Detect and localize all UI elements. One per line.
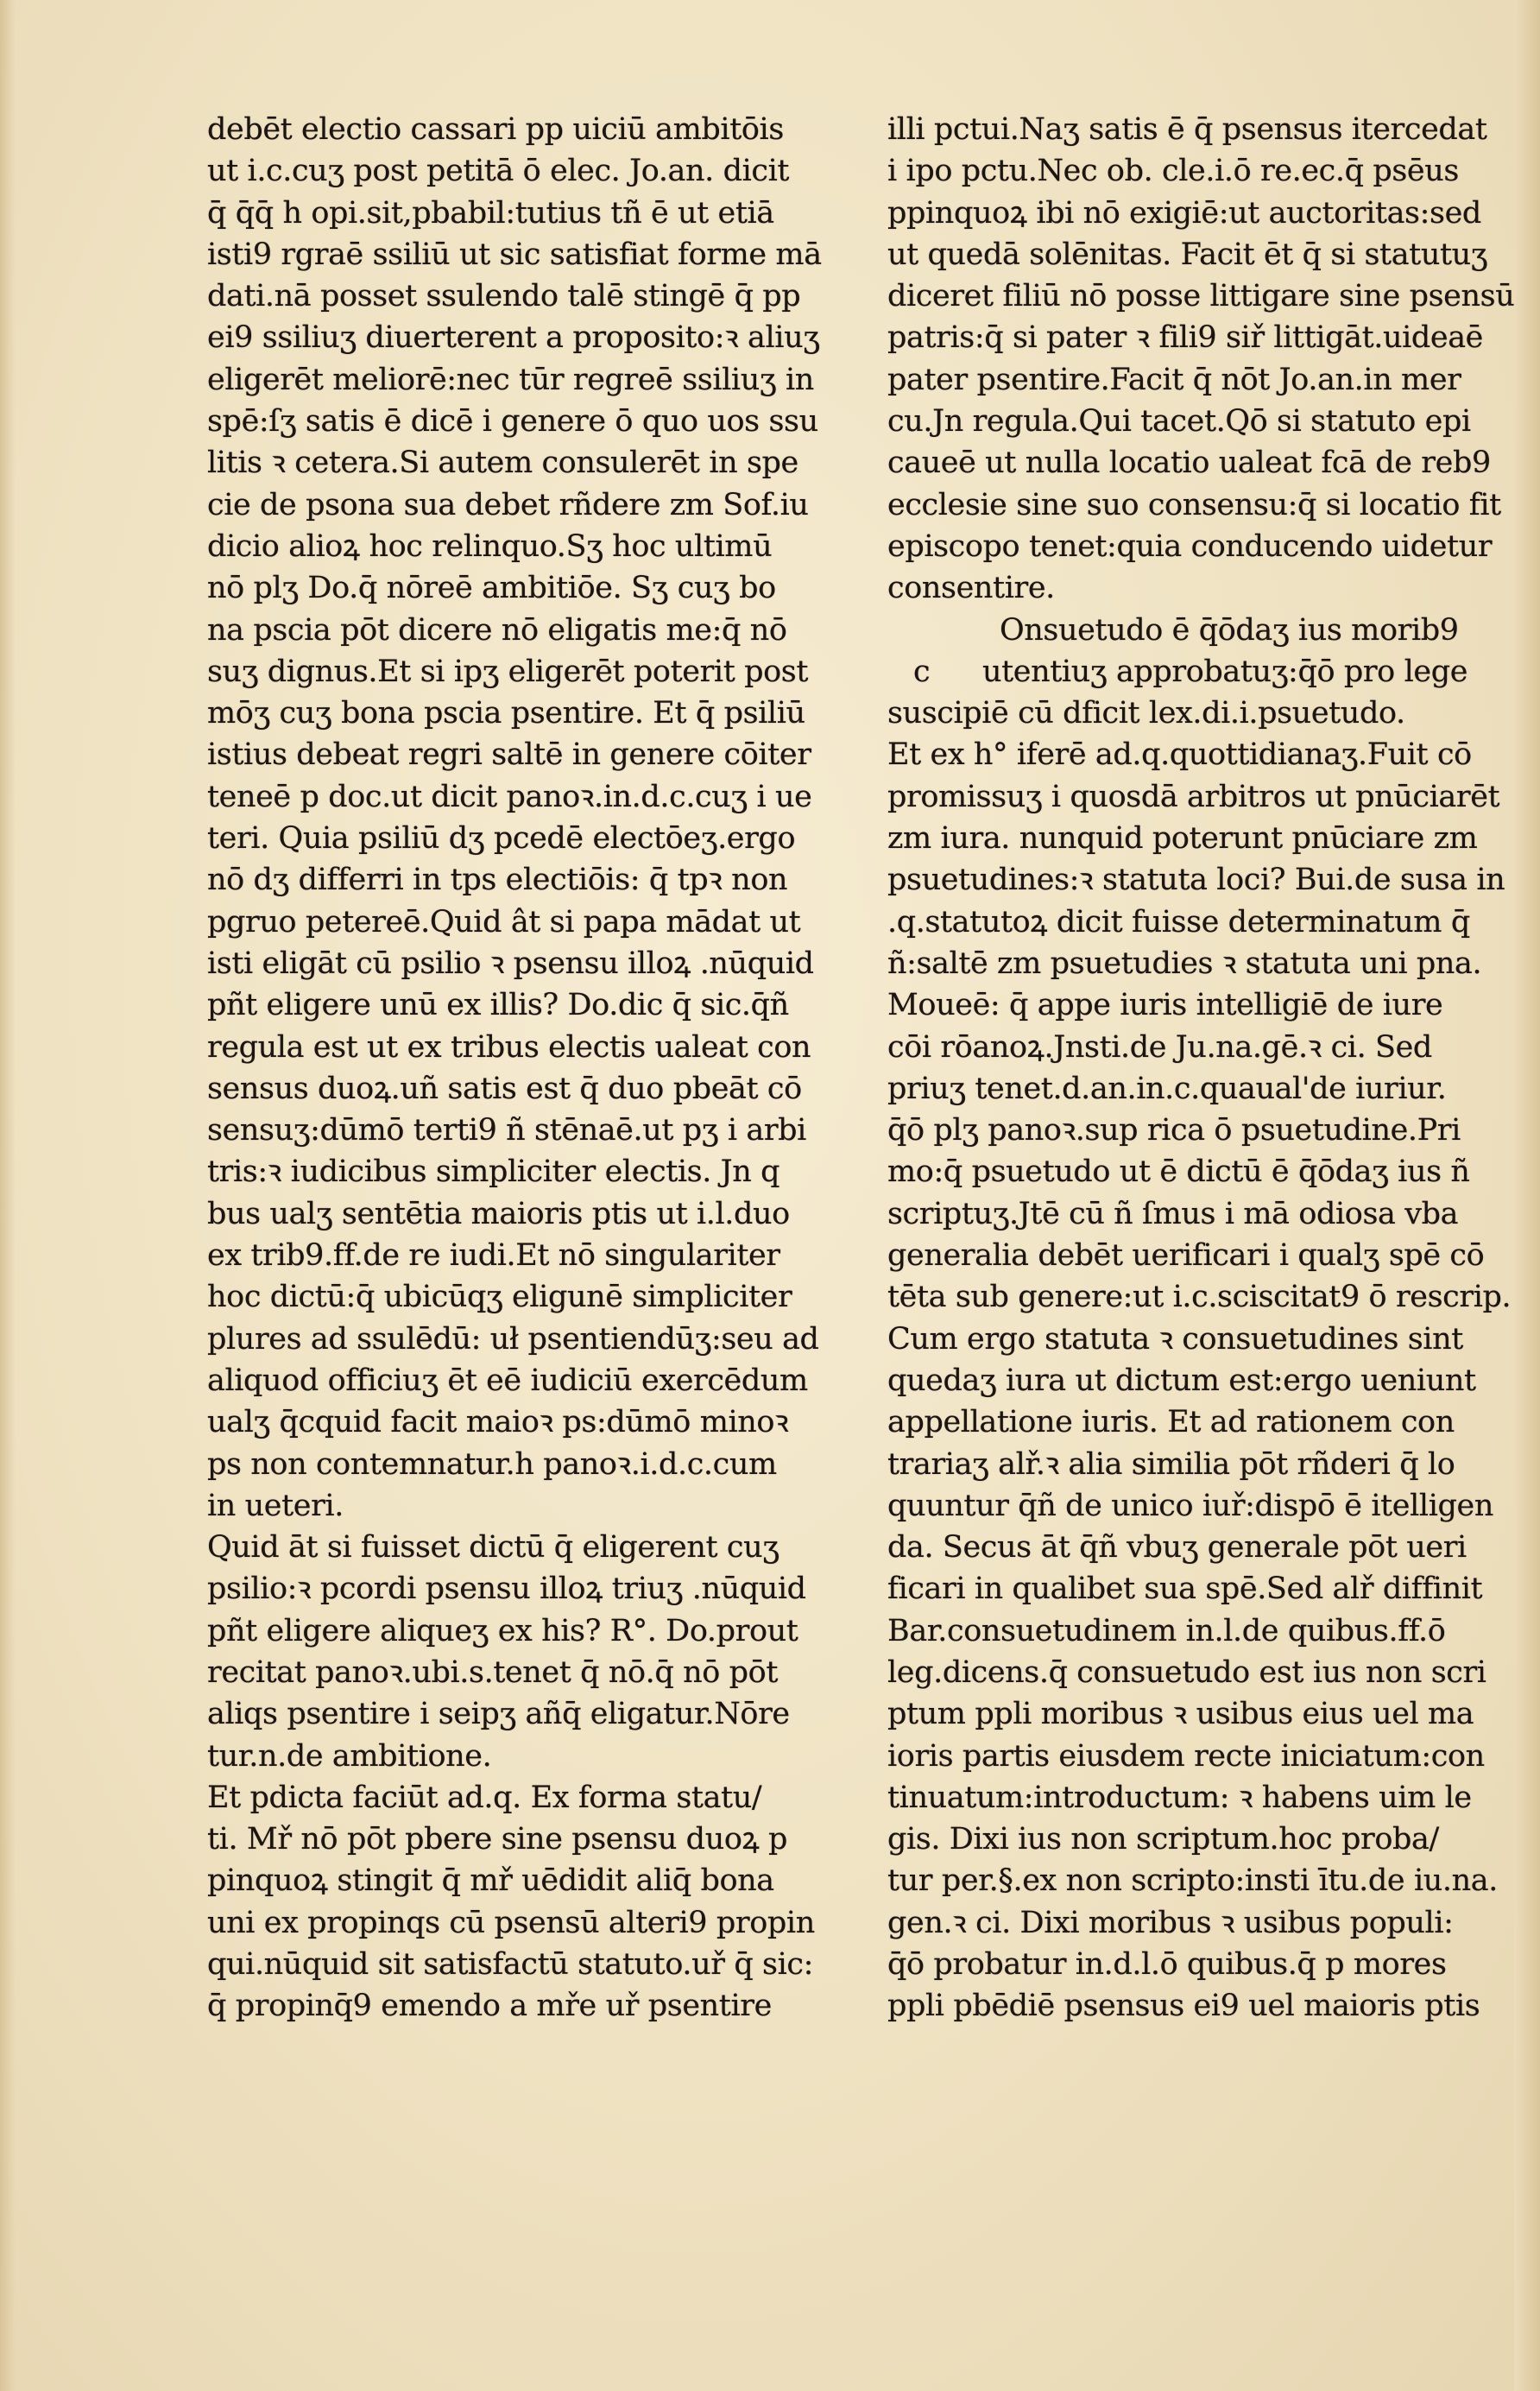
text-line: sensus duoꝝ.uñ satis est q̄ duo pbeāt cō [207,1071,802,1106]
text-line: tēta sub genere:ut i.c.sciscitat9 ō rescrip. [887,1280,1512,1315]
text-line [887,651,1518,693]
text-line: da. Secus āt q̄ñ vbuʒ generale pōt ueri [887,1530,1467,1566]
text-line: ñ:saltē zm psuetudies ꝛ statuta uni pna. [887,946,1482,981]
text-line: cu.Jn regula.Qui tacet.Qō si statuto epi [887,404,1471,440]
text-line: priuʒ tenet.d.an.in.c.quaual'de iuriur. [887,1071,1447,1106]
text-line: regula est ut ex tribus electis ualeat con [207,1029,811,1065]
text-line: teri. Quia psiliū dʒ pcedē electōeʒ.ergo [207,821,796,857]
text-line: bus ualʒ sentētia maioris ptis ut i.l.duo [207,1196,790,1231]
text-line: patris:q̄ si pater ꝛ fili9 siř littigāt.uideaē [887,320,1483,356]
text-line: promissuʒ i quosdā arbitros ut pnūciarēt [887,779,1500,814]
text-line: caueē ut nulla locatio ualeat fcā de reb9 [887,446,1491,481]
text-line: tur per.§.ex non scripto:insti ītu.de iu.na. [887,1863,1498,1899]
text-line: dati.nā posset ssulendo talē stingē q̄ pp [207,279,801,314]
text-line: pñt eligere aliqueʒ ex his? R°. Do.prout [207,1613,798,1648]
text-line: scriptuʒ.Jtē cū ñ ſmus i mā odiosa vba [887,1196,1459,1231]
text-line: tris:ꝛ iudicibus simpliciter electis. Jn q [207,1154,780,1190]
text-line: pinquoꝝ stingit q̄ mř uēdidit aliq̄ bona [207,1863,774,1899]
text-line: in ueteri. [207,1488,344,1523]
text-line: ioris partis eiusdem recte iniciatum:con [887,1738,1485,1774]
text-line: mōʒ cuʒ bona pscia psentire. Et q̄ psiliū [207,696,805,731]
text-line: ecclesie sine suo consensu:q̄ si locatio fit [887,487,1501,522]
text-line: consentire. [887,571,1055,606]
text-line: ut i.c.cuʒ post petitā ō elec. Jo.an. dicit [207,154,790,189]
text-line: .q.statutoꝝ dicit fuisse determinatum q̄ [887,904,1470,939]
text-line: episcopo tenet:quia conducendo uidetur [887,528,1493,564]
text-line: ut quedā solēnitas. Facit ēt q̄ si statutuʒ [887,237,1488,272]
text-line-content: utentiuʒ approbatuʒ:q̄ō pro lege [982,654,1468,689]
text-line: q̄ q̄q̄ h opi.sit,pbabil:tutius tñ ē ut etiā [207,195,774,231]
text-line: tur.n.de ambitione. [207,1738,492,1774]
text-line: isti9 rgraē ssiliū ut sic satisfiat forme mā [207,237,822,272]
text-line: ei9 ssiliuʒ diuerterent a proposito:ꝛ aliuʒ [207,320,820,356]
text-line: dicio alioꝝ hoc relinquo.Sʒ hoc ultimū [207,528,773,564]
text-line: Moueē: q̄ appe iuris intelligiē de iure [887,988,1443,1023]
text-line: Quid āt si fuisset dictū q̄ eligerent cuʒ [207,1530,779,1566]
text-line: nō dʒ differri in tps electiōis: q̄ tpꝛ non [207,863,788,898]
text-line: q̄ propinq̄9 emendo a mře uř psentire [207,1989,772,2024]
text-line: isti eligāt cū psilio ꝛ psensu illoꝝ .nūquid [207,946,814,981]
text-line: aliqs psentire i seipʒ añq̄ eligatur.Nōre [207,1697,790,1732]
page-edge [1514,0,1540,2391]
text-line: quuntur q̄ñ de unico iuř:dispō ē itelligen [887,1488,1493,1523]
text-line: ex trib9.ff.de re iudi.Et nō singulariter [207,1238,780,1274]
text-line: hoc dictū:q̄ ubicūqʒ eligunē simpliciter [207,1280,792,1315]
text-line: ptum ppli moribus ꝛ usibus eius uel ma [887,1697,1474,1732]
text-line: nō plʒ Do.q̄ nōreē ambitiōe. Sʒ cuʒ bo [207,571,776,606]
text-line: pater psentire.Facit q̄ nōt Jo.an.in mer [887,362,1461,397]
text-line: ps non contemnatur.h panoꝛ.i.d.c.cum [207,1446,777,1482]
text-line: spē:ſʒ satis ē dicē i genere ō quo uos ssu [207,404,818,440]
text-line: recitat panoꝛ.ubi.s.tenet q̄ nō.q̄ nō pōt [207,1654,779,1690]
left-text-column [207,109,837,2095]
text-line: q̄ō probatur in.d.l.ō quibus.q̄ p mores [887,1947,1447,1983]
text-line: ualʒ q̄cquid facit maioꝛ ps:dūmō minoꝛ [207,1405,789,1440]
text-line: ppli pbēdiē psensus ei9 uel maioris ptis [887,1989,1480,2024]
text-line: i ipo pctu.Nec ob. cle.i.ō re.ec.q̄ psēus [887,154,1459,189]
text-line: na pscia pōt dicere nō eligatis me:q̄ nō [207,612,787,648]
text-line: mo:q̄ psuetudo ut ē dictū ē q̄ōdaʒ ius ñ [887,1154,1470,1190]
text-line: suscipiē cū dficit lex.di.i.psuetudo. [887,696,1405,731]
text-line: Onsuetudo ē q̄ōdaʒ ius morib9 [1000,612,1459,648]
text-line: cie de psona sua debet rñdere zm Sof.iu [207,487,809,522]
text-line: Bar.consuetudinem in.l.de quibus.ff.ō [887,1613,1446,1648]
text-line: pgruo petereē.Quid ât si papa mādat ut [207,904,801,939]
text-line: eligerēt meliorē:nec tūr regreē ssiliuʒ in [207,362,814,397]
text-line: teneē p doc.ut dicit panoꝛ.in.d.c.cuʒ i ue [207,779,812,814]
right-text-column [887,109,1518,2095]
text-line: Cum ergo statuta ꝛ consuetudines sint [887,1321,1463,1357]
text-line: generalia debēt uerificari i qualʒ spē cō [887,1238,1485,1274]
text-line: leg.dicens.q̄ consuetudo est ius non scri [887,1654,1486,1690]
text-line: Et ex h° iferē ad.q.quottidianaʒ.Fuit cō [887,737,1472,773]
text-line: ppinquoꝝ ibi nō exigiē:ut auctoritas:sed [887,195,1481,231]
text-line: cōi rōanoꝝ.Jnsti.de Ju.na.gē.ꝛ ci. Sed [887,1029,1432,1065]
text-line: illi pctui.Naʒ satis ē q̄ psensus itercedat [887,112,1487,147]
text-line: gis. Dixi ius non scriptum.hoc proba/ [887,1822,1439,1857]
text-line: uni ex propinqs cū psensū alteri9 propin [207,1905,815,1940]
text-line: plures ad ssulēdū: uł psentiendūʒ:seu ad [207,1321,819,1357]
text-line: istius debeat regri saltē in genere cōiter [207,737,811,773]
text-line: q̄ō plʒ panoꝛ.sup rica ō psuetudine.Pri [887,1113,1461,1148]
text-line: Et pdicta faciūt ad.q. Ex forma statu/ [207,1780,762,1815]
text-line: tinuatum:introductum: ꝛ habens uim le [887,1780,1472,1815]
text-line: ti. Mř nō pōt pbere sine psensu duoꝝ p [207,1822,788,1857]
text-line: diceret filiū nō posse littigare sine psensū [887,279,1515,314]
text-line: quedaʒ iura ut dictum est:ergo ueniunt [887,1363,1476,1398]
text-line: sensuʒ:dūmō terti9 ñ stēnaē.ut pʒ i arbi [207,1113,806,1148]
text-line: psilio:ꝛ pcordi psensu illoꝝ triuʒ .nūquid [207,1572,806,1607]
gutter-shadow [0,0,16,2391]
text-line: psuetudines:ꝛ statuta loci? Bui.de susa in [887,863,1505,898]
text-line: trariaʒ alř.ꝛ alia similia pōt rñderi q̄ lo [887,1446,1455,1482]
text-line: gen.ꝛ ci. Dixi moribus ꝛ usibus populi: [887,1905,1454,1940]
text-line: zm iura. nunquid poterunt pnūciare zm [887,821,1478,857]
text-line: pñt eligere unū ex illis? Do.dic q̄ sic.q̄ñ [207,988,789,1023]
text-line: ficari in qualibet sua spē.Sed alř diffinit [887,1572,1483,1607]
text-line: debēt electio cassari pp uiciū ambitōis [207,112,784,147]
text-line: appellatione iuris. Et ad rationem con [887,1405,1455,1440]
text-line: suʒ dignus.Et si ipʒ eligerēt poterit post [207,654,808,689]
margin-guide-letter: c [913,654,931,689]
text-line: litis ꝛ cetera.Si autem consulerēt in spe [207,446,798,481]
text-line: aliquod officiuʒ ēt eē iudiciū exercēdum [207,1363,808,1398]
text-line: qui.nūquid sit satisfactū statuto.uř q̄ sic: [207,1947,813,1983]
